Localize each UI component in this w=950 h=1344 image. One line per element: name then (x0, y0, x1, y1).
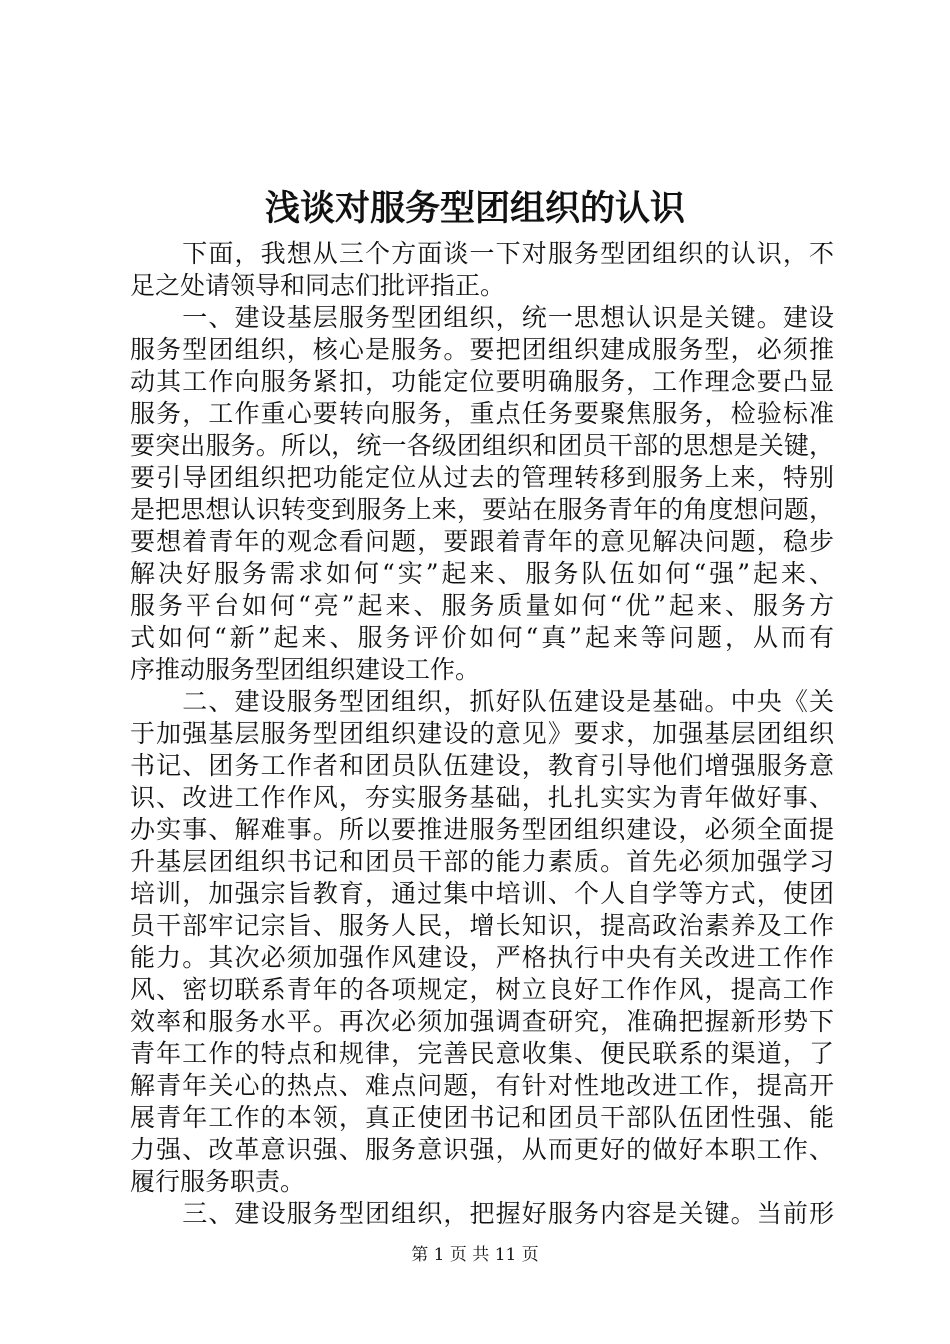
body-line: 服务平台如何“亮”起来、服务质量如何“优”起来、服务方 (130, 591, 834, 620)
body-line: 动其工作向服务紧扣，功能定位要明确服务，工作理念要凸显 (130, 367, 834, 396)
body-line: 识、改进工作作风，夯实服务基础，扎扎实实为青年做好事、 (130, 783, 834, 812)
body-line: 要引导团组织把功能定位从过去的管理转移到服务上来，特别 (130, 463, 834, 492)
body-line: 解青年关心的热点、难点问题，有针对性地改进工作，提高开 (130, 1071, 834, 1100)
body-line: 员干部牢记宗旨、服务人民，增长知识，提高政治素养及工作 (130, 911, 834, 940)
body-line: 二、建设服务型团组织，抓好队伍建设是基础。中央《关 (130, 687, 834, 716)
body-line: 足之处请领导和同志们批评指正。 (130, 271, 506, 300)
body-line: 青年工作的特点和规律，完善民意收集、便民联系的渠道，了 (130, 1039, 834, 1068)
body-line: 履行服务职责。 (130, 1167, 306, 1196)
page-number: 第 1 页 共 11 页 (411, 1245, 539, 1265)
document-title: 浅谈对服务型团组织的认识 (264, 188, 685, 229)
body-line: 要想着青年的观念看问题，要跟着青年的意见解决问题，稳步 (130, 527, 834, 556)
body-line: 于加强基层服务型团组织建设的意见》要求，加强基层团组织 (130, 719, 834, 748)
body-line: 效率和服务水平。再次必须加强调查研究，准确把握新形势下 (130, 1007, 834, 1036)
body-line: 办实事、解难事。所以要推进服务型团组织建设，必须全面提 (130, 815, 834, 844)
body-line: 升基层团组织书记和团员干部的能力素质。首先必须加强学习 (130, 847, 834, 876)
body-line: 要突出服务。所以，统一各级团组织和团员干部的思想是关键， (130, 431, 834, 460)
body-line: 展青年工作的本领，真正使团书记和团员干部队伍团性强、能 (130, 1103, 834, 1132)
body-line: 风、密切联系青年的各项规定，树立良好工作作风，提高工作 (130, 975, 834, 1004)
body-line: 下面，我想从三个方面谈一下对服务型团组织的认识，不 (130, 239, 834, 268)
body-line: 能力。其次必须加强作风建设，严格执行中央有关改进工作作 (130, 943, 834, 972)
body-line: 服务型团组织，核心是服务。要把团组织建成服务型，必须推 (130, 335, 834, 364)
body-line: 式如何“新”起来、服务评价如何“真”起来等问题，从而有 (130, 623, 834, 652)
body-line: 是把思想认识转变到服务上来，要站在服务青年的角度想问题， (130, 495, 834, 524)
body-line: 序推动服务型团组织建设工作。 (130, 655, 481, 684)
body-line: 一、建设基层服务型团组织，统一思想认识是关键。建设 (130, 303, 834, 332)
body-line: 书记、团务工作者和团员队伍建设，教育引导他们增强服务意 (130, 751, 834, 780)
body-line: 三、建设服务型团组织，把握好服务内容是关键。当前形 (130, 1199, 834, 1228)
body-line: 解决好服务需求如何“实”起来、服务队伍如何“强”起来、 (130, 559, 834, 588)
body-line: 培训，加强宗旨教育，通过集中培训、个人自学等方式，使团 (130, 879, 834, 908)
body-line: 服务，工作重心要转向服务，重点任务要聚焦服务，检验标准 (130, 399, 834, 428)
document-body (130, 238, 834, 1230)
body-line: 力强、改革意识强、服务意识强，从而更好的做好本职工作、 (130, 1135, 834, 1164)
